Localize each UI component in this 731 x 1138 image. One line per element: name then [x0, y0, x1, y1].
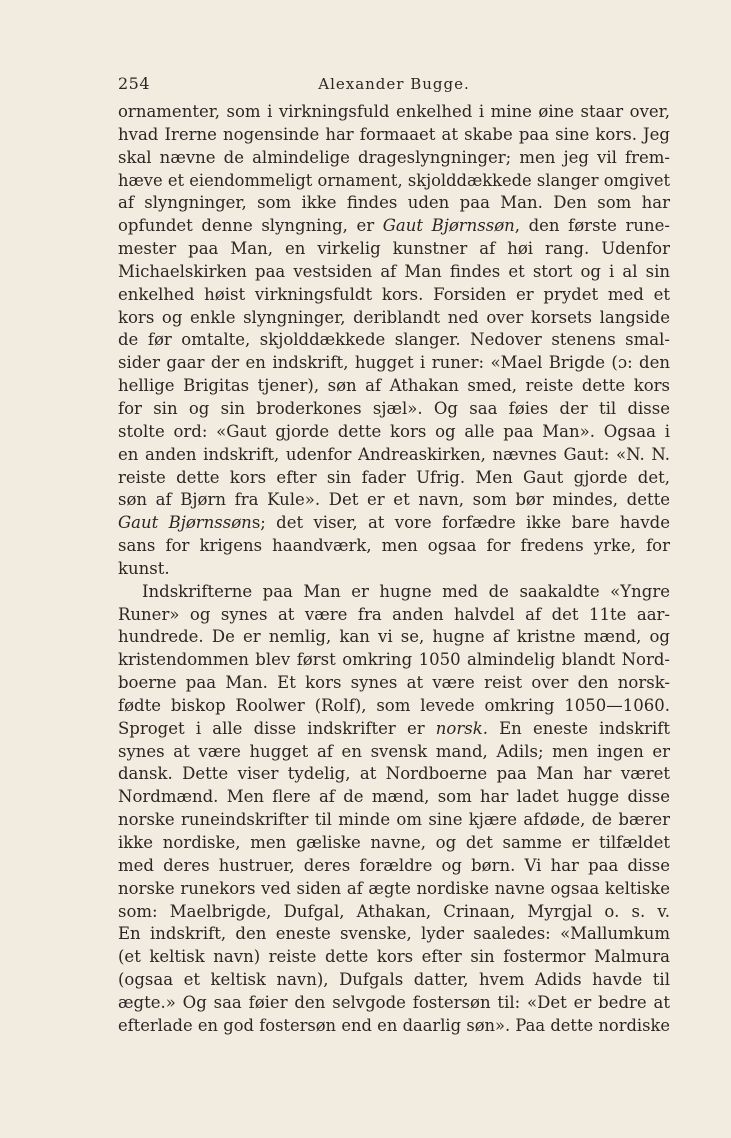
text-line: (et keltisk navn) reiste dette kors efter sin fostermor Malmura — [118, 947, 670, 967]
text-line: ægte.» Og saa føier den selvgode fostersøn til: «Det er bedre at — [118, 992, 670, 1012]
text-line: norske runeindskrifter til minde om sine kjære afdøde, de bærer — [118, 810, 670, 830]
text-line: hæve et eiendommeligt ornament, skjolddækkede slanger omgivet — [118, 170, 670, 190]
text-line: boerne paa Man. Et kors synes at være reist over den norsk- — [118, 673, 670, 693]
text-line: sans for krigens haandværk, men ogsaa for fredens yrke, for — [118, 536, 670, 556]
text-line: mester paa Man, en virkelig kunstner af høi rang. Udenfor — [118, 239, 670, 259]
text-line: af slyngninger, som ikke findes uden paa Man. Den som har — [118, 193, 670, 213]
text-line: (ogsaa et keltisk navn), Dufgals datter, hvem Adids havde til — [118, 970, 670, 990]
running-head — [118, 72, 670, 96]
text-line: de før omtalte, skjolddækkede slanger. Nedover stenens smal- — [118, 330, 670, 350]
text-line: reiste dette kors efter sin fader Ufrig. Men Gaut gjorde det, — [118, 467, 670, 487]
text-line: synes at være hugget af en svensk mand, Adils; men ingen er — [118, 741, 670, 761]
text-line: stolte ord: «Gaut gjorde dette kors og alle paa Man». Ogsaa i — [118, 421, 670, 441]
text-line: efterlade en god fostersøn end en daarlig søn». Paa dette nordiske — [118, 1015, 670, 1035]
page-number: 254 — [118, 74, 151, 93]
text-line: hellige Brigitas tjener), søn af Athakan smed, reiste dette kors — [118, 376, 670, 396]
text-line: ikke nordiske, men gæliske navne, og det samme er tilfældet — [118, 833, 670, 852]
text-line: kunst. — [118, 558, 170, 578]
text-line: Nordmænd. Men flere af de mænd, som har ladet hugge disse — [118, 787, 670, 807]
text-line: dansk. Dette viser tydelig, at Nordboerne paa Man har været — [118, 764, 670, 784]
text-line: kors og enkle slyngninger, deriblandt ned over korsets langside — [118, 307, 670, 327]
text-line: Runer» og synes at være fra anden halvdel af det 11te aar- — [118, 604, 670, 624]
text-line: enkelhed høist virkningsfuldt kors. Forsiden er prydet med et — [118, 284, 670, 304]
text-line: Indskrifterne paa Man er hugne med de saakaldte «Yngre — [142, 581, 670, 601]
text-line: skal nævne de almindelige drageslyngninger; men jeg vil frem- — [118, 147, 670, 167]
text-line: kristendommen blev først omkring 1050 almindelig blandt Nord- — [118, 650, 670, 670]
body-text — [118, 101, 670, 1038]
paragraph-2 — [118, 581, 670, 1038]
text-line: Gaut Bjørnssøns; det viser, at vore forfædre ikke bare havde — [118, 513, 670, 533]
text-line: norske runekors ved siden af ægte nordiske navne ogsaa keltiske — [118, 878, 670, 898]
text-line: med deres hustruer, deres forældre og børn. Vi har paa disse — [118, 855, 670, 875]
text-line: Sproget i alle disse indskrifter er norsk. En eneste indskrift — [118, 718, 670, 738]
paragraph-1 — [118, 101, 670, 581]
text-line: som: Maelbrigde, Dufgal, Athakan, Crinaan, Myrgjal o. s. v. — [118, 901, 670, 921]
text-line: Michaelskirken paa vestsiden af Man findes et stort og i al sin — [118, 261, 670, 281]
text-line: hundrede. De er nemlig, kan vi se, hugne af kristne mænd, og — [118, 627, 670, 647]
running-title: Alexander Bugge. — [318, 75, 470, 93]
text-line: en anden indskrift, udenfor Andreaskirken, nævnes Gaut: «N. N. — [118, 444, 670, 464]
text-line: sider gaar der en indskrift, hugget i runer: «Mael Brigde (ɔ: den — [118, 353, 670, 373]
text-line: ornamenter, som i virkningsfuld enkelhed i mine øine staar over, — [118, 102, 670, 121]
text-line: søn af Bjørn fra Kule». Det er et navn, som bør mindes, dette — [118, 490, 670, 510]
text-line: En indskrift, den eneste svenske, lyder saaledes: «Mallumkum — [118, 924, 670, 944]
text-line: hvad Irerne nogensinde har formaaet at skabe paa sine kors. Jeg — [118, 124, 670, 144]
text-line: for sin og sin broderkones sjæl». Og saa føies der til disse — [118, 398, 670, 418]
text-line: opfundet denne slyngning, er Gaut Bjørnssøn, den første rune- — [118, 216, 670, 236]
text-line: fødte biskop Roolwer (Rolf), som levede omkring 1050—1060. — [118, 695, 670, 715]
